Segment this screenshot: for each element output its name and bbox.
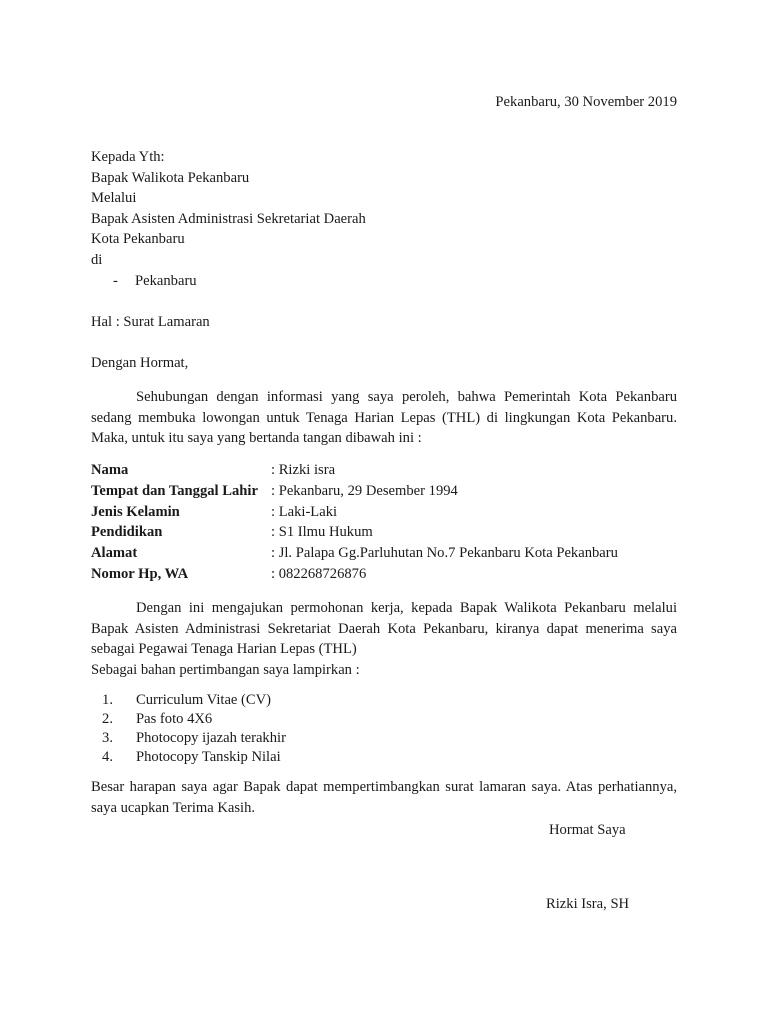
identity-label: Alamat <box>91 545 138 562</box>
identity-value: : Laki-Laki <box>271 503 338 520</box>
list-number: 2. <box>102 711 113 727</box>
paragraph-line: sedang membuka lowongan untuk Tenaga Harian Lepas (THL) di lingkungan Kota Pekanbaru. <box>91 409 677 426</box>
identity-value: : 082268726876 <box>271 565 367 582</box>
list-text: Photocopy Tanskip Nilai <box>136 749 281 765</box>
identity-table <box>91 460 681 585</box>
identity-label: Nama <box>91 462 129 478</box>
identity-label: Jenis Kelamin <box>91 503 180 520</box>
destination-city: Pekanbaru <box>135 272 197 289</box>
paragraph-line: Besar harapan saya agar Bapak dapat mempertimbangkan surat lamaran saya. Atas perhatiannya, <box>91 779 677 795</box>
destination-dash: - <box>113 272 118 289</box>
recipient-line: Kepada Yth: <box>91 149 165 165</box>
recipient-address <box>91 147 681 291</box>
identity-label: Nomor Hp, WA <box>91 565 189 582</box>
list-item <box>91 691 286 710</box>
identity-row <box>91 543 681 564</box>
recipient-line: Melalui <box>91 190 137 207</box>
list-item <box>91 748 286 767</box>
recipient-line: di <box>91 251 103 268</box>
recipient-line: Kota Pekanbaru <box>91 231 185 248</box>
identity-value: : Pekanbaru, 29 Desember 1994 <box>271 482 458 499</box>
list-number: 1. <box>102 692 113 708</box>
paragraph-line: Sebagai bahan pertimbangan saya lampirkan : <box>91 661 360 678</box>
attachment-list <box>91 691 286 767</box>
letter-greeting: Dengan Hormat, <box>91 355 189 371</box>
paragraph-line: Maka, untuk itu saya yang bertanda tangan dibawah ini : <box>91 430 422 447</box>
closing-salutation: Hormat Saya <box>549 822 626 838</box>
recipient-destination <box>91 271 681 292</box>
recipient-line: Bapak Walikota Pekanbaru <box>91 169 250 186</box>
paragraph-line: sebagai Pegawai Tenaga Harian Lepas (THL) <box>91 641 357 658</box>
identity-label: Pendidikan <box>91 524 163 541</box>
paragraph-line: Bapak Asisten Administrasi Sekretariat Daerah Kota Pekanbaru, kiranya dapat menerima saya <box>91 620 677 637</box>
signer-name: Rizki Isra, SH <box>546 896 630 912</box>
letter-subject: Hal : Surat Lamaran <box>91 314 210 330</box>
list-item <box>91 710 286 729</box>
list-text: Photocopy ijazah terakhir <box>136 730 286 746</box>
identity-row <box>91 564 681 585</box>
paragraph-line: saya ucapkan Terima Kasih. <box>91 799 256 816</box>
identity-row <box>91 522 681 543</box>
identity-row <box>91 502 681 523</box>
list-text: Curriculum Vitae (CV) <box>136 692 272 708</box>
list-number: 4. <box>102 749 113 765</box>
recipient-line: Bapak Asisten Administrasi Sekretariat Daerah <box>91 210 366 227</box>
identity-label: Tempat dan Tanggal Lahir <box>91 482 258 499</box>
identity-value: : Rizki isra <box>271 462 336 478</box>
list-number: 3. <box>102 730 113 746</box>
identity-row <box>91 460 681 481</box>
list-text: Pas foto 4X6 <box>136 711 213 727</box>
identity-value: : S1 Ilmu Hukum <box>271 524 373 541</box>
paragraph-line: Dengan ini mengajukan permohonan kerja, kepada Bapak Walikota Pekanbaru melalui <box>136 600 677 616</box>
paragraph-intro <box>91 387 677 449</box>
identity-row <box>91 481 681 502</box>
list-item <box>91 729 286 748</box>
letter-date: Pekanbaru, 30 November 2019 <box>495 94 677 110</box>
identity-value: : Jl. Palapa Gg.Parluhutan No.7 Pekanbaru Kota Pekanbaru <box>271 545 618 562</box>
paragraph-closing <box>91 777 677 818</box>
paragraph-line: Sehubungan dengan informasi yang saya peroleh, bahwa Pemerintah Kota Pekanbaru <box>136 389 677 405</box>
paragraph-application <box>91 598 677 680</box>
